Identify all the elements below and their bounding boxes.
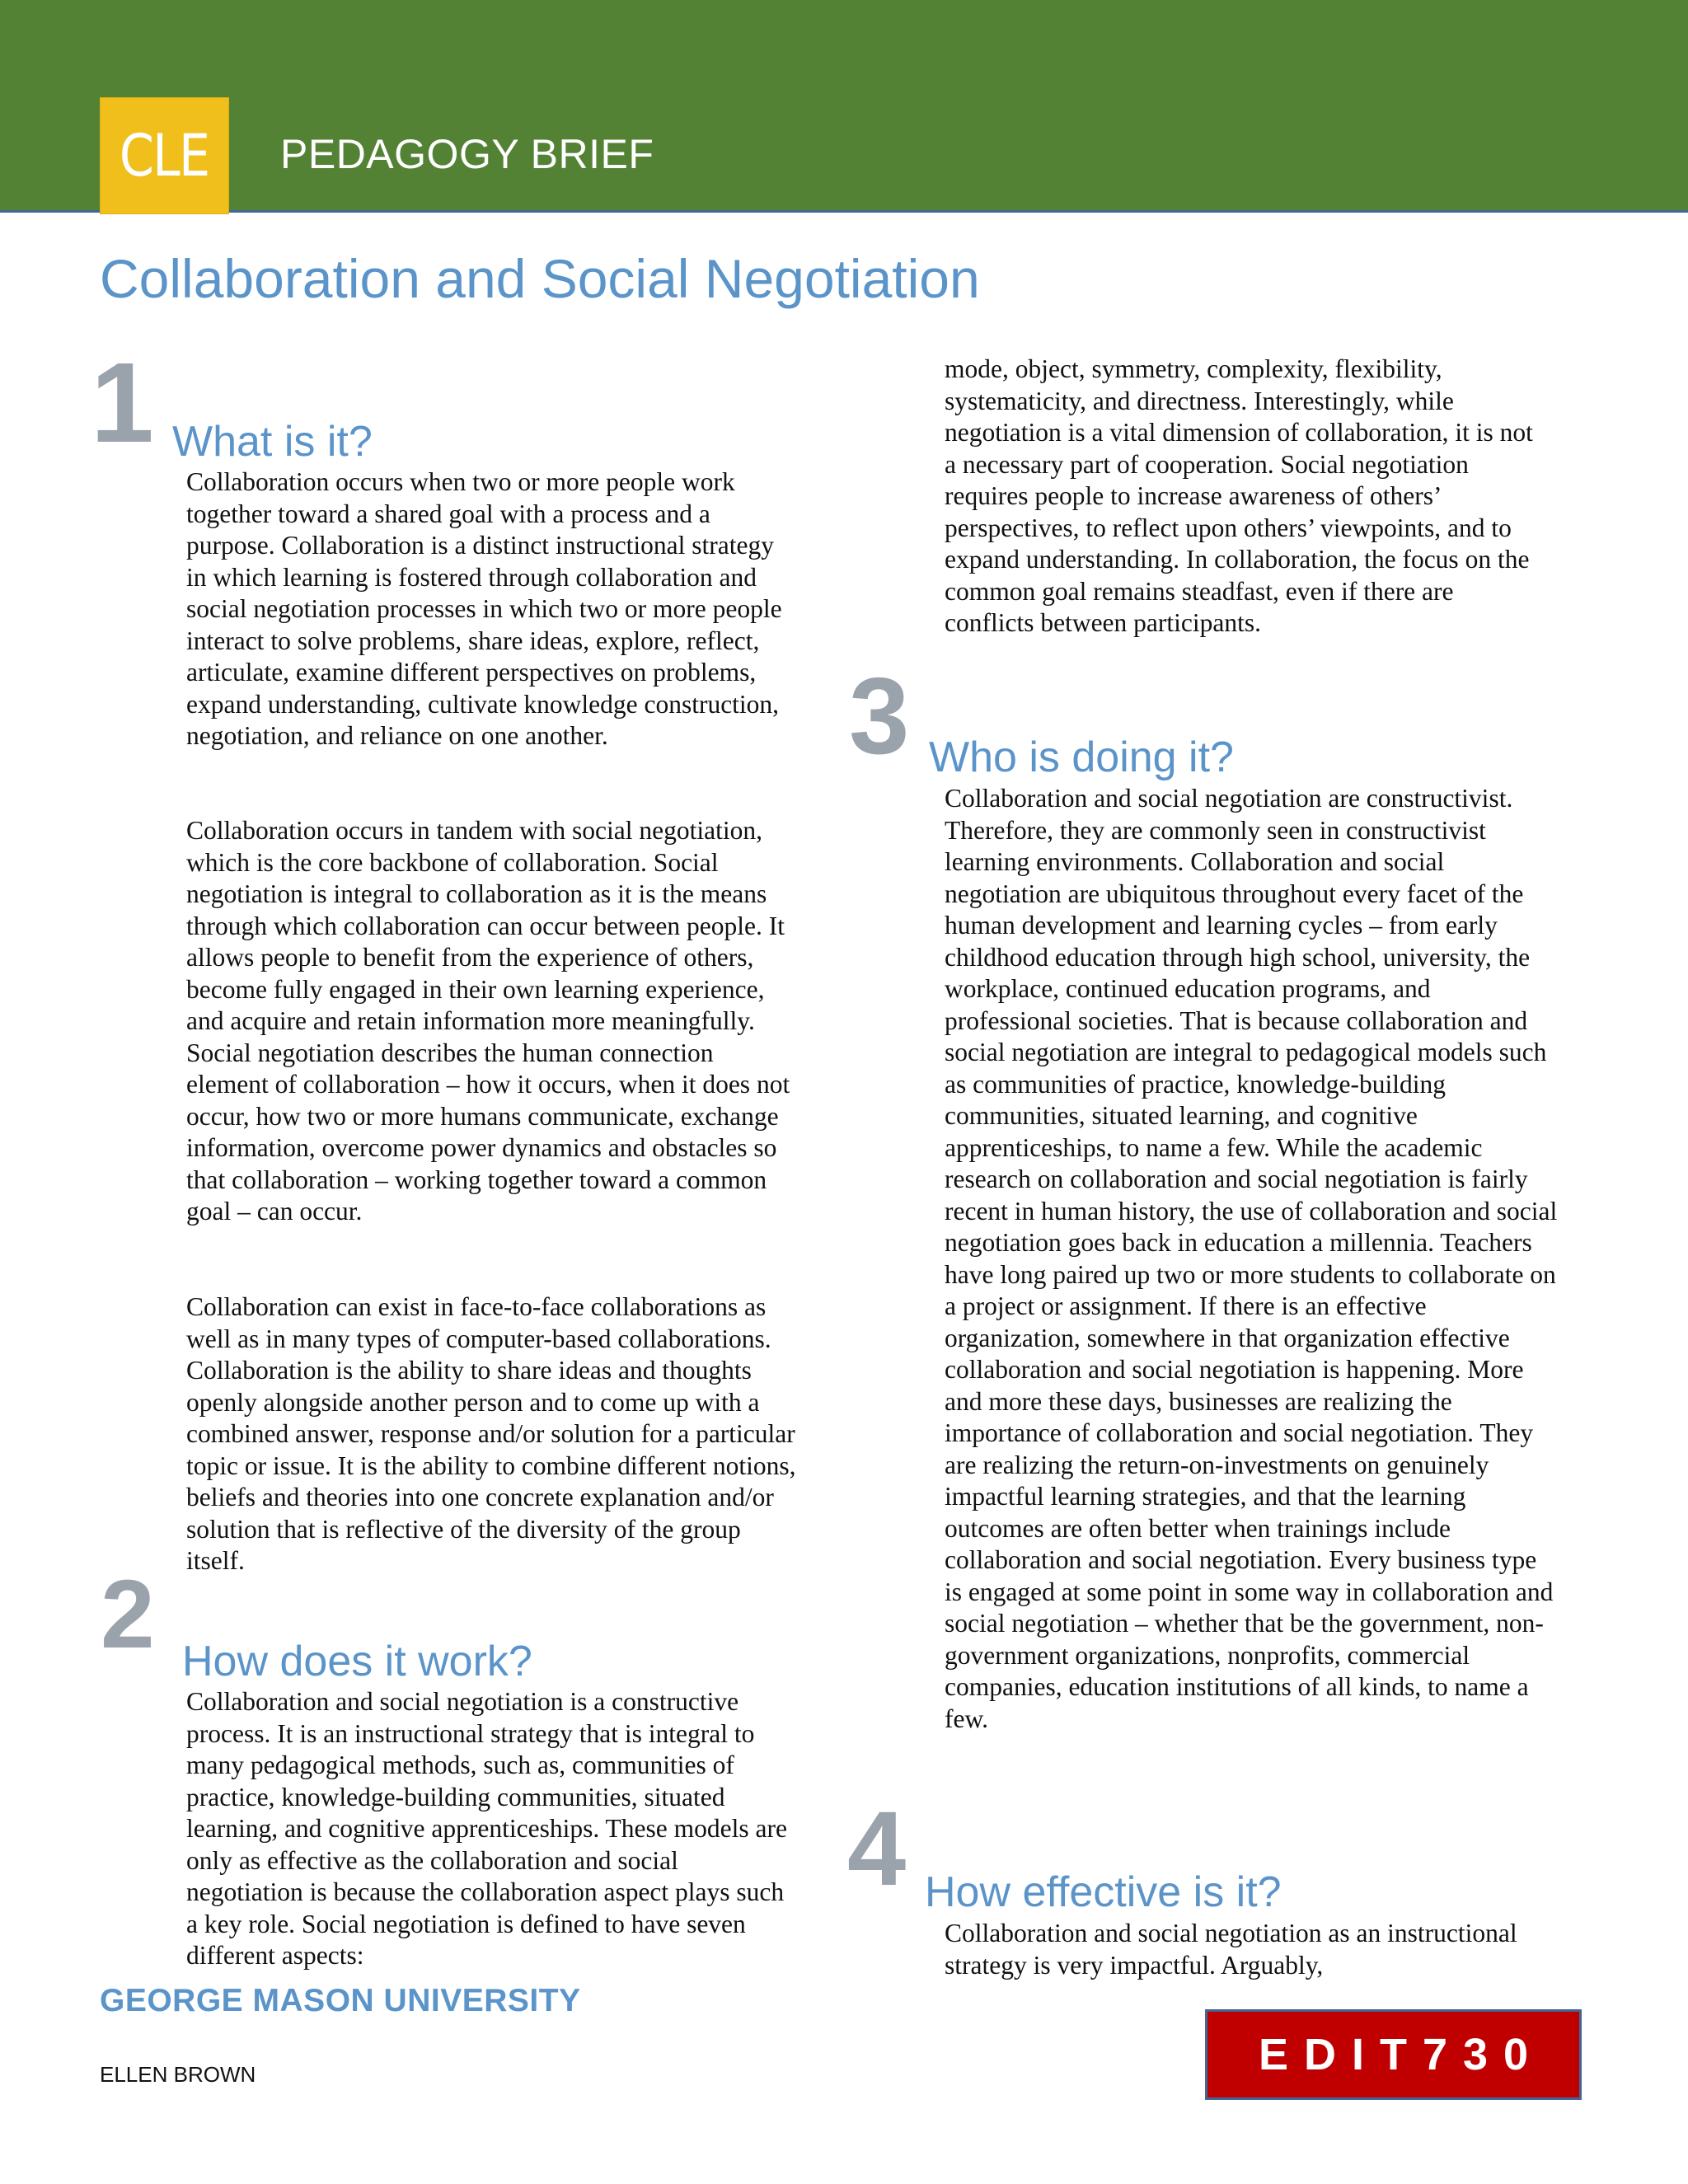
section-4-number: 4 bbox=[847, 1790, 907, 1908]
brief-title: PEDAGOGY BRIEF bbox=[280, 131, 654, 177]
section-1-paragraph-3: Collaboration can exist in face-to-face collaborations as well as in many types of computer-based collaborations. Collaboration is the ability to share ideas and thoughts openly alongside another person and to come up with a combined answer, response and/or solution for a particular topic or issue. It is the ability to combine different notions, beliefs and theories into one concrete explanation and/or solution that is reflective of the diversity of the group itself. bbox=[186, 1292, 796, 1575]
section-2-number: 2 bbox=[101, 1560, 155, 1669]
section-3-heading: Who is doing it? bbox=[929, 733, 1234, 781]
author-name: ELLEN BROWN bbox=[100, 2062, 256, 2087]
page-title: Collaboration and Social Negotiation bbox=[100, 248, 980, 309]
section-4-paragraph-1: Collaboration and social negotiation as an instructional strategy is very impactful. Arguably, bbox=[945, 1919, 1517, 1980]
cle-logo bbox=[100, 97, 229, 214]
header-banner bbox=[0, 0, 1688, 213]
section-2-paragraph-2: mode, object, symmetry, complexity, flexibility, systematicity, and directness. Interestingly, while negotiation is a vital dimension of collaboration, it is not a necessary part of cooperation. Social negotiation requires people to increase awareness of others’ perspectives, to reflect upon others’ viewpoints, and to expand understanding. In collaboration, the focus on the common goal remains steadfast, even if there are conflicts between participants. bbox=[945, 354, 1533, 637]
section-3-number: 3 bbox=[849, 655, 910, 776]
section-1-paragraph-1: Collaboration occurs when two or more people work together toward a shared goal with a process and a purpose. Collaboration is a distinct instructional strategy in which learning is fostered through collaboration and social negotiation processes in which two or more people interact to solve problems, share ideas, explore, reflect, articulate, examine different perspectives on problems, expand understanding, cultivate knowledge construction, negotiation, and reliance on one another. bbox=[186, 467, 782, 750]
course-code: EDIT730 bbox=[1258, 2030, 1545, 2079]
university-name: GEORGE MASON UNIVERSITY bbox=[100, 1983, 581, 2018]
section-1-number: 1 bbox=[91, 340, 154, 466]
section-3-paragraph-1: Collaboration and social negotiation are constructivist. Therefore, they are commonly seen in constructivist learning environments. Collaboration and social negotiation are ubiquitous throughout every facet of the human development and learning cycles – from early childhood education through high school, university, the workplace, continued education programs, and professional societies. That is because collaboration and social negotiation are integral to pedagogical models such as communities of practice, knowledge-building communities, situated learning, and cognitive apprenticeships, to name a few. While the academic research on collaboration and social negotiation is fairly recent in human history, the use of collaboration and social negotiation goes back in education a millennia. Teachers have long paired up two or more students to collaborate on a project or assignment. If there is an effective organization, somewhere in that organization effective collaboration and social negotiation is happening. More and more these days, businesses are realizing the importance of collaboration and social negotiation. They are realizing the return-on-investments on genuinely impactful learning strategies, and that the learning outcomes are often better when trainings include collaboration and social negotiation. Every business type is engaged at some point in some way in collaboration and social negotiation – whether that be the government, non-government organizations, nonprofits, commercial companies, education institutions of all kinds, to name a few. bbox=[945, 784, 1558, 1733]
section-2-paragraph-1: Collaboration and social negotiation is a constructive process. It is an instructional strategy that is integral to many pedagogical methods, such as, communities of practice, knowledge-building communities, situated learning, and cognitive apprenticeships. These models are only as effective as the collaboration and social negotiation is because the collaboration aspect plays such a key role. Social negotiation is defined to have seven different aspects: bbox=[186, 1687, 787, 1970]
section-2-heading: How does it work? bbox=[182, 1638, 532, 1685]
logo-text: CLE bbox=[120, 122, 209, 190]
section-1-heading: What is it? bbox=[172, 418, 373, 466]
section-1-paragraph-2: Collaboration occurs in tandem with social negotiation, which is the core backbone of collaboration. Social negotiation is integral to collaboration as it is the means through which collaboration can occur between people. It allows people to benefit from the experience of others, become fully engaged in their own learning experience, and acquire and retain information more meaningfully. Social negotiation describes the human connection element of collaboration – how it occurs, when it does not occur, how two or more humans communicate, exchange information, overcome power dynamics and obstacles so that collaboration – working together toward a common goal – can occur. bbox=[186, 816, 790, 1226]
section-4-heading: How effective is it? bbox=[925, 1868, 1282, 1916]
course-code-badge bbox=[1205, 2009, 1582, 2100]
